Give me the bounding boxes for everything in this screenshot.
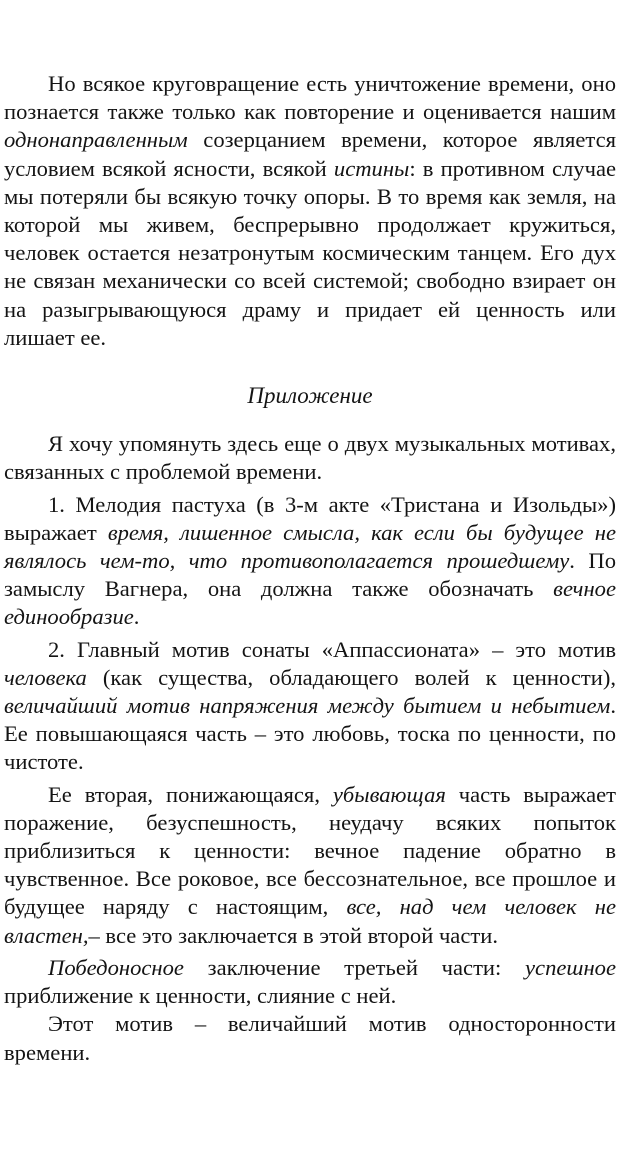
text-run: . По замыслу Вагнера, она должна также обозначать xyxy=(4,548,616,602)
paragraph-shepherd-melody xyxy=(4,491,616,632)
text-run: 1. Мелодия пастуха (в 3-м акте «Тристана и Изольды») выражает xyxy=(4,491,616,545)
emphasis-run: все, над чем человек не властен, xyxy=(4,894,616,948)
text-run: Ее вторая, понижающаяся, xyxy=(48,781,333,807)
text-run: созерцанием времени, которое является условием всякой ясности, всякой xyxy=(4,127,616,181)
emphasis-run: человека xyxy=(4,664,87,690)
text-run: : в противном случае мы потеряли бы всякую точку опоры. В то время как земля, на которой мы живем, беспрерывно продолжает кружиться, человек остается незатронутым космическим танцем. Его дух не связан механически со всей системой; свободно взирает он на разыгрывающуюся драму и придает ей ценность или лишает ее. xyxy=(4,155,616,350)
emphasis-run: величайший мотив напряжения между бытием и небытием xyxy=(4,693,611,719)
paragraph-circulation xyxy=(4,70,616,352)
text-run: 2. Главный мотив сонаты «Аппассионата» – это мотив xyxy=(48,636,616,662)
text-run: . xyxy=(133,604,140,630)
text-run: часть выражает поражение, безуспешность, неудачу всяких попыток приблизиться к ценности: вечное падение обратно в чувственное. Все роковое, все бессознательное, все прошлое и будущее наряду с настоящим, xyxy=(4,781,617,920)
paragraph-conclusion xyxy=(4,1010,616,1066)
paragraph-intro xyxy=(4,430,616,486)
text-run: . Ее повышающаяся часть – это любовь, тоска по ценности, по чистоте. xyxy=(4,693,616,775)
paragraph-appassionata xyxy=(4,636,616,777)
text-run: заключение третьей части: xyxy=(183,954,526,980)
text-run: приближение к ценности, слияние с ней. xyxy=(4,983,397,1009)
paragraph-second-part xyxy=(4,781,616,950)
text-run: (как существа, обладающего волей к ценности), xyxy=(86,664,616,690)
paragraph-third-part xyxy=(4,954,616,1010)
book-page xyxy=(4,70,616,1067)
emphasis-run: время, лишенное смысла, как если бы будущее не являлось чем-то, что противополагается прошедшему xyxy=(4,519,616,574)
text-run: Но всякое круговращение есть уничтожение времени, оно познается также только как повторение и оценивается нашим xyxy=(4,71,616,125)
text-run: Этот мотив – величайший мотив односторонности времени. xyxy=(4,1011,616,1065)
emphasis-run: убывающая xyxy=(332,781,446,807)
emphasis-run: успешное xyxy=(525,954,616,980)
emphasis-run: истины xyxy=(333,155,410,181)
section-title: Приложение xyxy=(247,383,373,409)
text-run: – все это заключается в этой второй части. xyxy=(88,922,498,948)
text-run: Я хочу упомянуть здесь еще о двух музыкальных мотивах, связанных с проблемой времени. xyxy=(4,431,616,485)
emphasis-run: Победоносное xyxy=(48,954,184,980)
emphasis-run: вечное единообразие xyxy=(4,576,616,630)
emphasis-run: однонаправленным xyxy=(4,127,188,153)
